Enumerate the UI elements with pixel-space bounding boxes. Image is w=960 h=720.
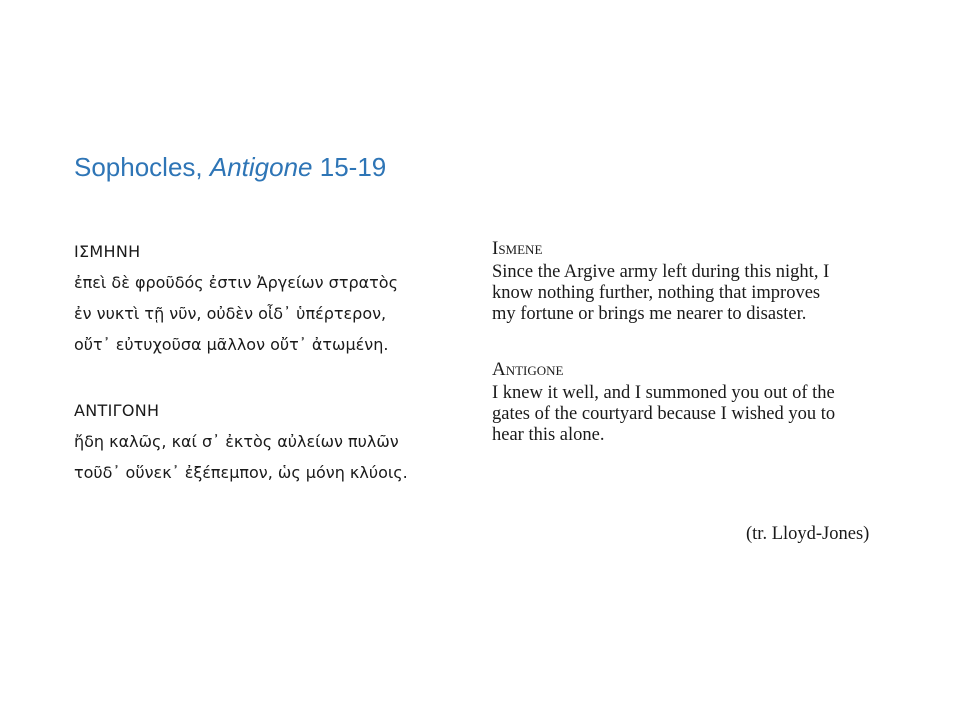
greek-line: ἐπεὶ δὲ φροῦδός ἐστιν Ἀργείων στρατὸς <box>74 273 398 292</box>
spacer <box>74 360 454 395</box>
english-speaker-ismene: Ismene <box>492 238 543 259</box>
greek-line: ἐν νυκτὶ τῇ νῦν, οὐδὲν οἶδ᾽ ὑπέρτερον, <box>74 304 387 323</box>
translator-credit: (tr. Lloyd-Jones) <box>746 524 870 544</box>
english-line: my fortune or brings me nearer to disaster. <box>492 304 807 324</box>
greek-speaker-antigone: ΑΝΤΙΓΟΝΗ <box>74 401 160 420</box>
slide-title <box>74 152 386 183</box>
english-line: Since the Argive army left during this night, I <box>492 262 830 282</box>
greek-text <box>74 236 454 488</box>
greek-line: οὔτ᾽ εὐτυχοῦσα μᾶλλον οὔτ᾽ ἀτωμένη. <box>74 335 389 354</box>
english-speaker-antigone: Antigone <box>492 359 564 380</box>
spacer <box>492 325 892 357</box>
english-line: know nothing further, nothing that improves <box>492 283 821 303</box>
title-lines: 15-19 <box>312 152 387 182</box>
greek-speaker-ismene: ΙΣΜΗΝΗ <box>74 242 141 261</box>
english-line: hear this alone. <box>492 425 605 445</box>
title-work: Antigone <box>209 152 313 182</box>
english-line: I knew it well, and I summoned you out of the <box>492 383 835 403</box>
english-translation <box>492 236 892 446</box>
greek-line: τοῦδ᾽ οὕνεκ᾽ ἐξέπεμπον, ὡς μόνη κλύοις. <box>74 463 408 482</box>
greek-line: ἤδη καλῶς, καί σ᾽ ἐκτὸς αὐλείων πυλῶν <box>74 432 399 451</box>
english-line: gates of the courtyard because I wished you to <box>492 404 836 424</box>
title-author: Sophocles, <box>74 152 210 182</box>
